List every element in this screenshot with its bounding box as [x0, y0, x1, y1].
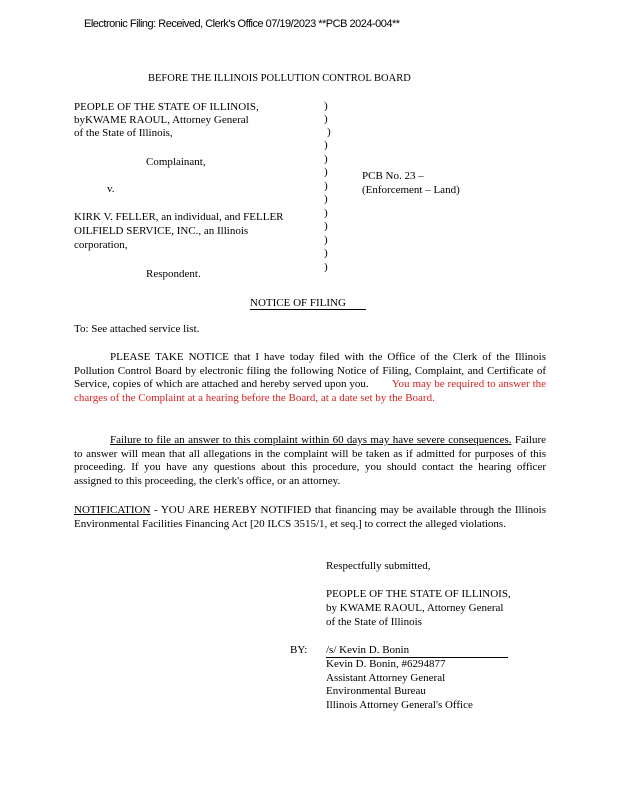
versus: v. [107, 183, 115, 195]
caption-paren: ) [324, 261, 328, 273]
notification-label: NOTIFICATION [74, 504, 151, 516]
complainant-line-1: PEOPLE OF THE STATE OF ILLINOIS, [74, 101, 259, 113]
signatory-line-3: of the State of Illinois [326, 616, 422, 628]
caption-paren: ) [324, 100, 328, 112]
signature-line [326, 644, 508, 658]
signer-line-4: Illinois Attorney General's Office [326, 699, 473, 711]
board-title: BEFORE THE ILLINOIS POLLUTION CONTROL BOARD [148, 73, 411, 84]
respondent-line-1: KIRK V. FELLER, an individual, and FELLER [74, 211, 284, 223]
caption-paren: ) [324, 153, 328, 165]
caption-paren: ) [324, 220, 328, 232]
caption-paren: ) [324, 113, 328, 125]
caption-paren: ) [327, 126, 331, 138]
signatory-line-2: by KWAME RAOUL, Attorney General [326, 602, 504, 614]
to-line: To: See attached service list. [74, 323, 200, 335]
complainant-role: Complainant, [146, 156, 206, 168]
notice-paragraph [74, 351, 546, 405]
notice-title: NOTICE OF FILING [250, 297, 366, 310]
caption-paren: ) [324, 247, 328, 259]
notification-paragraph [74, 504, 546, 531]
failure-warning: Failure to file an answer to this complaint within 60 days may have severe consequences. [110, 434, 512, 446]
complainant-line-2: byKWAME RAOUL, Attorney General [74, 114, 249, 126]
caption-paren: ) [324, 193, 328, 205]
case-type: (Enforcement – Land) [362, 184, 460, 196]
notification-text: - YOU ARE HEREBY NOTIFIED that financing may be available through the Illinois Environmental Facilities Financing Act [20 ILCS 3515/1, et seq.] to correct the alleged violations. [74, 504, 546, 530]
notice-paragraph-text: PLEASE TAKE NOTICE that I have today filed with the Office of the Clerk of the Illinois Pollution Control Board by electronic filing the following Notice of Filing, Complaint, and Certificate of Service, copies of which are attached and hereby served upon you. [74, 351, 546, 390]
caption-paren: ) [324, 234, 328, 246]
signer-line-2: Assistant Attorney General [326, 672, 446, 684]
caption-paren: ) [324, 180, 328, 192]
respondent-role: Respondent. [146, 268, 201, 280]
signature: /s/ Kevin D. Bonin [326, 644, 508, 658]
failure-paragraph [74, 434, 546, 488]
caption-paren: ) [324, 166, 328, 178]
caption-paren: ) [324, 139, 328, 151]
caption-paren: ) [324, 207, 328, 219]
signer-line-1: Kevin D. Bonin, #6294877 [326, 658, 446, 670]
answer-warning-text: You may be required to answer the charges of the Complaint at a hearing before the Board, at a date set by the Board. [74, 378, 547, 404]
closing: Respectfully submitted, [326, 560, 431, 572]
respondent-line-3: corporation, [74, 239, 128, 251]
by-label: BY: [290, 644, 308, 656]
case-number: PCB No. 23 – [362, 170, 424, 182]
signer-line-3: Environmental Bureau [326, 685, 426, 697]
failure-paragraph-text: Failure to answer will mean that all allegations in the complaint will be taken as if admitted for purposes of this proceeding. If you have any questions about this procedure, you should contact the hearing officer assigned to this proceeding, the clerk's office, or an attorney. [74, 434, 547, 487]
signatory-line-1: PEOPLE OF THE STATE OF ILLINOIS, [326, 588, 511, 600]
respondent-line-2: OILFIELD SERVICE, INC., an Illinois [74, 225, 249, 237]
electronic-filing-header: Electronic Filing: Received, Clerk's Office 07/19/2023 **PCB 2024-004** [84, 18, 400, 30]
complainant-line-3: of the State of Illinois, [74, 127, 173, 139]
